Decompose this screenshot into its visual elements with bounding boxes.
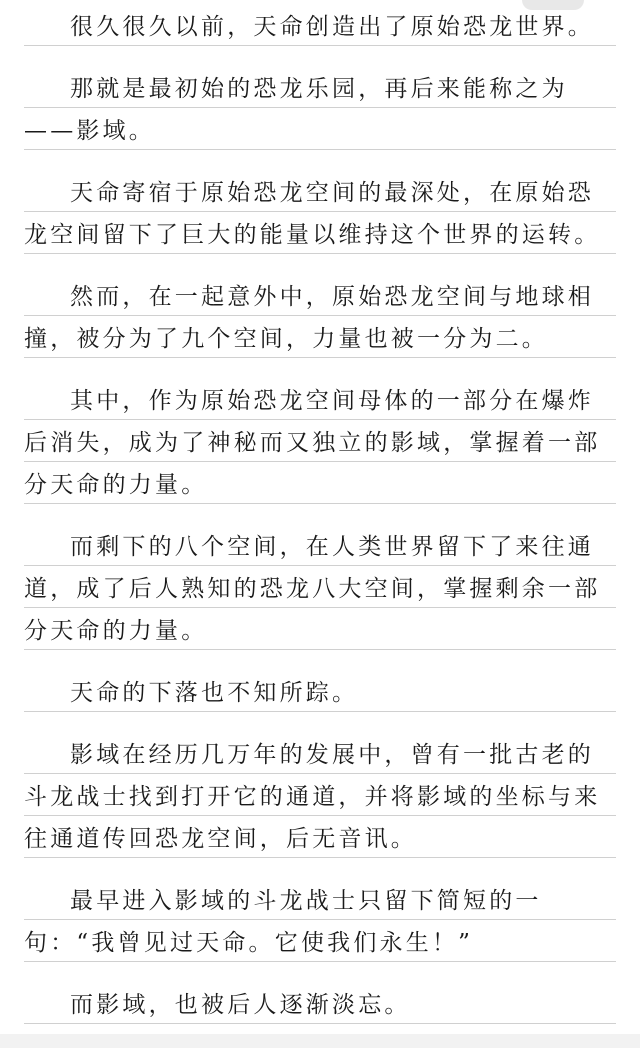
paragraph-3: 天命寄宿于原始恐龙空间的最深处，在原始恐龙空间留下了巨大的能量以维持这个世界的运转。 — [24, 172, 616, 256]
paragraph-1: 很久很久以前，天命创造出了原始恐龙世界。 — [24, 6, 616, 48]
paragraph-7: 天命的下落也不知所踪。 — [24, 672, 616, 714]
paragraph-5: 其中，作为原始恐龙空间母体的一部分在爆炸后消失，成为了神秘而又独立的影域，掌握着一部分天命的力量。 — [24, 380, 616, 506]
paragraph-2: 那就是最初始的恐龙乐园，再后来能称之为——影域。 — [24, 68, 616, 152]
paragraph-6: 而剩下的八个空间，在人类世界留下了来往通道，成了后人熟知的恐龙八大空间，掌握剩余一部分天命的力量。 — [24, 526, 616, 652]
paragraph-8: 影域在经历几万年的发展中，曾有一批古老的斗龙战士找到打开它的通道，并将影域的坐标与来往通道传回恐龙空间，后无音讯。 — [24, 734, 616, 860]
paragraph-10: 而影域，也被后人逐渐淡忘。 — [24, 984, 616, 1026]
article-body — [24, 6, 616, 1046]
paragraph-9: 最早进入影域的斗龙战士只留下简短的一句：“我曾见过天命。它使我们永生！” — [24, 880, 616, 964]
bottom-toolbar-edge — [0, 1034, 640, 1048]
paragraph-4: 然而，在一起意外中，原始恐龙空间与地球相撞，被分为了九个空间，力量也被一分为二。 — [24, 276, 616, 360]
